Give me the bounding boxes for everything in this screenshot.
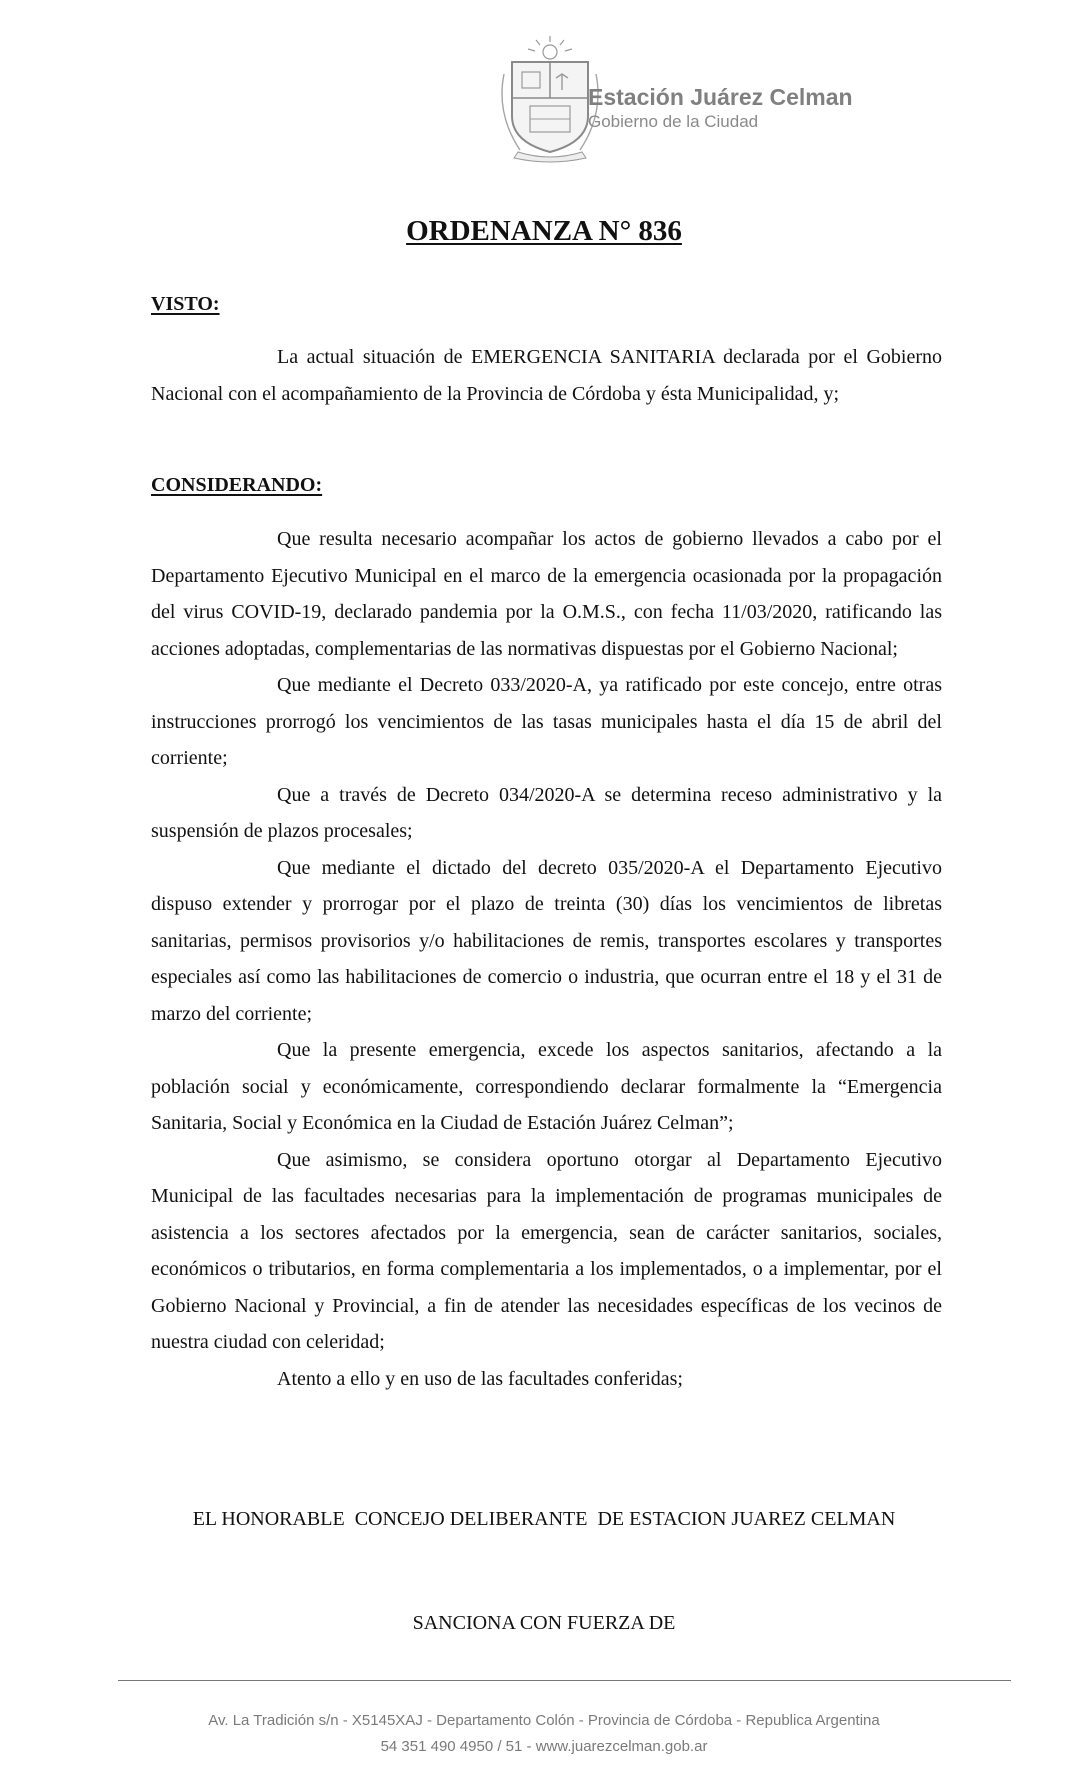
- footer-divider: [118, 1680, 1011, 1681]
- letterhead: [490, 34, 910, 164]
- considerando-paragraph-4: Que mediante el dictado del decreto 035/2020-A el Departamento Ejecutivo dispuso extender y prorrogar por el plazo de treinta (30) días los vencimientos de libretas sanitarias, permisos provisorios y/o habilitaciones de remis, transportes escolares y transportes especiales así como las habilitaciones de comercio o industria, que ocurran entre el 18 y el 31 de marzo del corriente;: [151, 856, 942, 1025]
- sanciona-line: SANCIONA CON FUERZA DE: [412, 1612, 676, 1634]
- visto-heading: VISTO:: [151, 293, 220, 315]
- visto-section: [151, 339, 942, 412]
- considerando-paragraph-1: Que resulta necesario acompañar los actos de gobierno llevados a cabo por el Departamento Ejecutivo Municipal en el marco de la emergencia ocasionada por la propagación del virus COVID-19, declarado pandemia por la O.M.S., con fecha 11/03/2020, ratificando las acciones adoptadas, complementarias de las normativas dispuestas por el Gobierno Nacional;: [151, 528, 942, 660]
- council-line: EL HONORABLE CONCEJO DELIBERANTE DE ESTACION JUAREZ CELMAN: [192, 1508, 896, 1530]
- visto-paragraph: La actual situación de EMERGENCIA SANITARIA declarada por el Gobierno Nacional con el acompañamiento de la Provincia de Córdoba y ésta Municipalidad, y;: [151, 346, 942, 405]
- organization-subtitle: Gobierno de la Ciudad: [588, 112, 759, 131]
- considerando-paragraph-5: Que la presente emergencia, excede los aspectos sanitarios, afectando a la población social y económicamente, correspondiendo declarar formalmente la “Emergencia Sanitaria, Social y Económica en la Ciudad de Estación Juárez Celman”;: [151, 1039, 942, 1134]
- considerando-paragraph-7: Atento a ello y en uso de las facultades conferidas;: [277, 1367, 683, 1390]
- organization-name: Estación Juárez Celman: [588, 84, 853, 110]
- considerando-paragraph-3: Que a través de Decreto 034/2020-A se determina receso administrativo y la suspensión de plazos procesales;: [151, 783, 942, 842]
- document-title: ORDENANZA N° 836: [406, 215, 682, 247]
- considerando-paragraph-2: Que mediante el Decreto 033/2020-A, ya ratificado por este concejo, entre otras instrucciones prorrogó los vencimientos de las tasas municipales hasta el día 15 de abril del corriente;: [151, 674, 942, 769]
- considerando-heading: CONSIDERANDO:: [151, 474, 323, 496]
- considerando-section: [151, 521, 942, 1397]
- footer-address: Av. La Tradición s/n - X5145XAJ - Departamento Colón - Provincia de Córdoba - Republica Argentina: [208, 1712, 880, 1729]
- footer-contact: 54 351 490 4950 / 51 - www.juarezcelman.gob.ar: [380, 1738, 708, 1755]
- considerando-paragraph-6: Que asimismo, se considera oportuno otorgar al Departamento Ejecutivo Municipal de las facultades necesarias para la implementación de programas municipales de asistencia a los sectores afectados por la emergencia, sean de carácter sanitarios, sociales, económicos o tributarios, en forma complementaria a los implementados, o a implementar, por el Gobierno Nacional y Provincial, a fin de atender las necesidades específicas de los vecinos de nuestra ciudad con celeridad;: [151, 1148, 942, 1353]
